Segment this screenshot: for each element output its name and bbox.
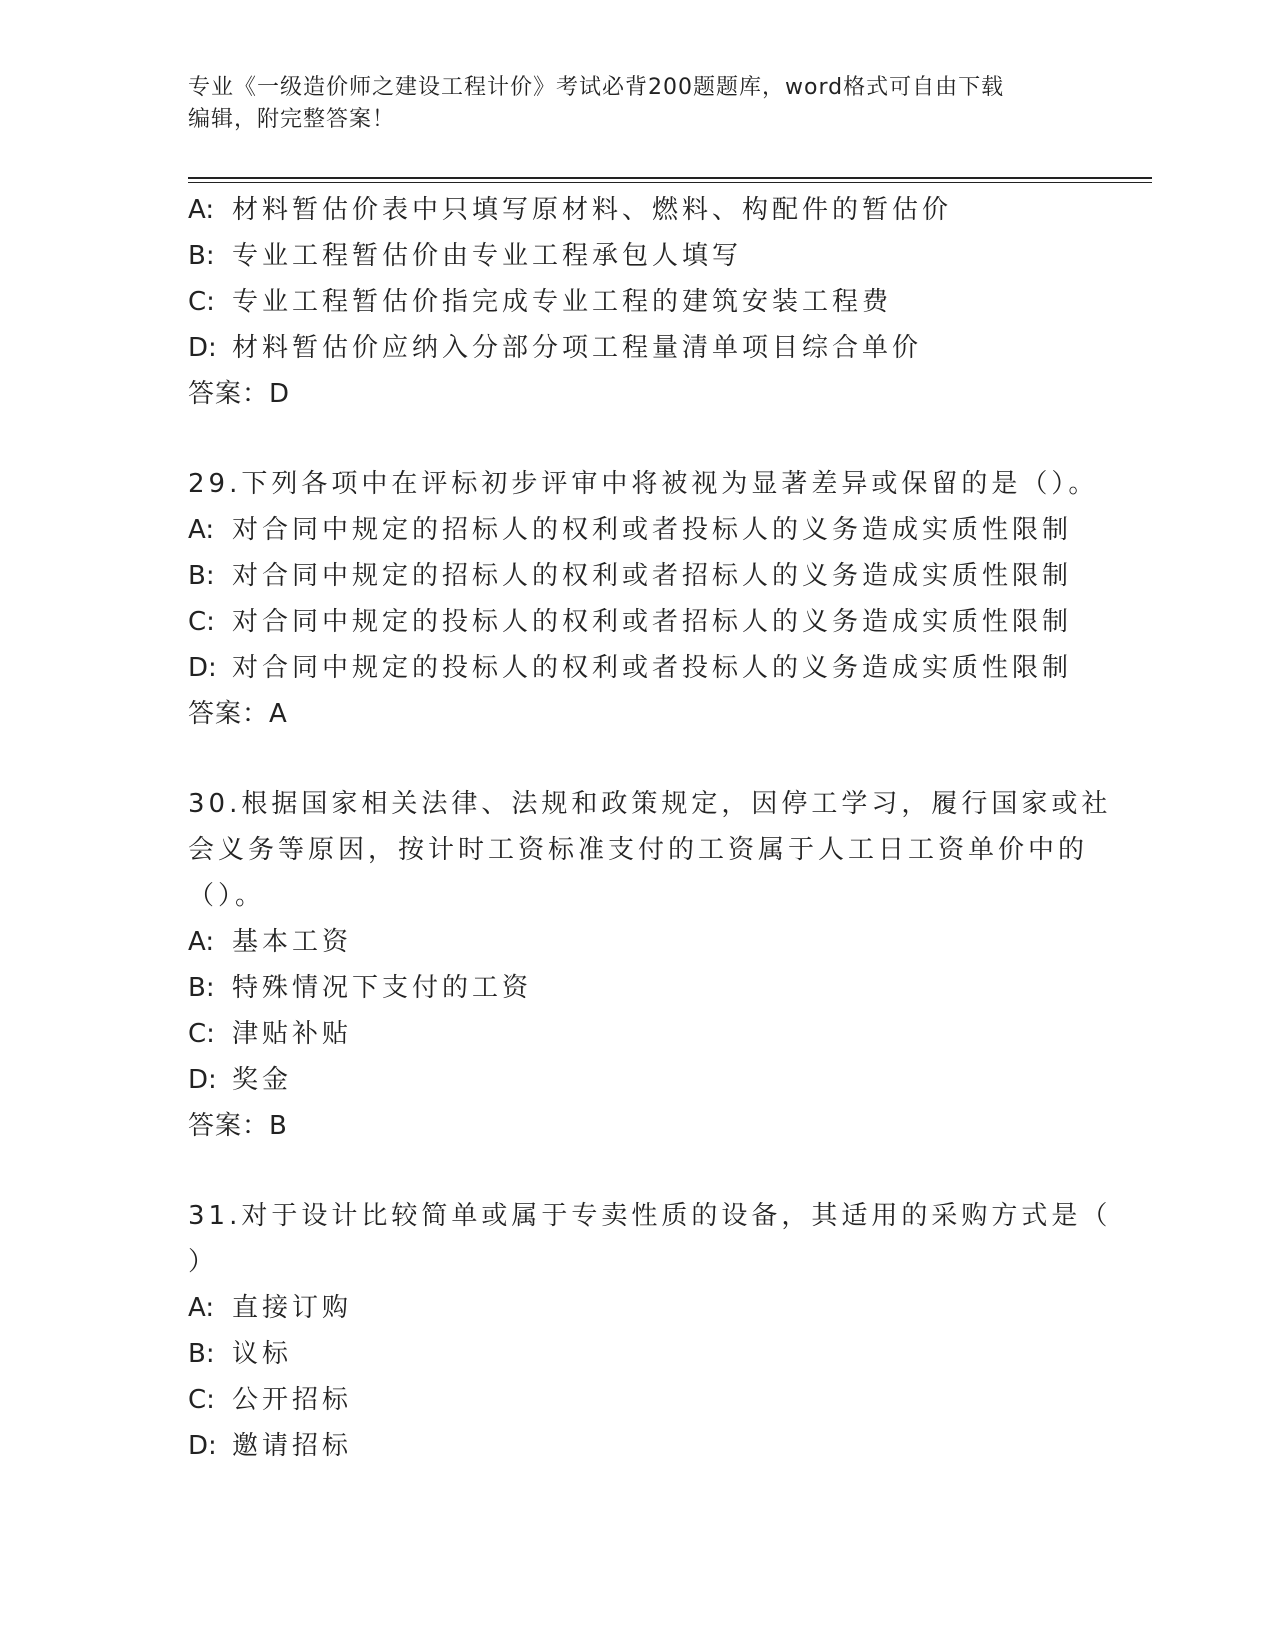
- spacer: [188, 1149, 1088, 1193]
- option-b: [188, 233, 1088, 279]
- option-text: 基本工资: [232, 927, 353, 957]
- option-b: [188, 1331, 1088, 1377]
- option-c: [188, 1377, 1088, 1423]
- option-a: [188, 1285, 1088, 1331]
- header-rule-thin: [188, 182, 1152, 183]
- option-b: [188, 965, 1088, 1011]
- question-29: [188, 461, 1099, 737]
- option-text: 公开招标: [232, 1385, 353, 1415]
- option-text: 对合同中规定的投标人的权利或者招标人的义务造成实质性限制: [232, 607, 1073, 637]
- option-text: 材料暂估价应纳入分部分项工程量清单项目综合单价: [232, 333, 923, 363]
- document-body: [188, 187, 1112, 1469]
- answer: 答案：A: [188, 699, 288, 729]
- option-key: C:: [188, 1019, 215, 1049]
- question-stem-line-1: 30.根据国家相关法律、法规和政策规定，因停工学习，履行国家或社: [188, 789, 1112, 819]
- option-key: A:: [188, 515, 215, 545]
- option-key: B:: [188, 561, 215, 591]
- header-line-1: 专业《一级造价师之建设工程计价》考试必背200题题库，word格式可自由下载: [188, 75, 1005, 100]
- option-text: 奖金: [232, 1065, 293, 1095]
- option-text: 专业工程暂估价指完成专业工程的建筑安装工程费: [232, 287, 893, 317]
- question-stem: 29.下列各项中在评标初步评审中将被视为显著差异或保留的是（）。: [188, 469, 1099, 499]
- option-key: B:: [188, 973, 215, 1003]
- option-d: [188, 1057, 1088, 1103]
- option-text: 邀请招标: [232, 1431, 353, 1461]
- option-text: 对合同中规定的招标人的权利或者投标人的义务造成实质性限制: [232, 515, 1073, 545]
- option-text: 议标: [232, 1339, 293, 1369]
- option-key: C:: [188, 287, 215, 317]
- option-text: 对合同中规定的招标人的权利或者招标人的义务造成实质性限制: [232, 561, 1073, 591]
- option-c: [188, 599, 1088, 645]
- option-key: D:: [188, 333, 217, 363]
- option-d: [188, 325, 1088, 371]
- option-a: [188, 187, 1088, 233]
- option-key: D:: [188, 1065, 217, 1095]
- option-a: [188, 919, 1088, 965]
- spacer: [188, 417, 1088, 461]
- option-key: A:: [188, 1293, 215, 1323]
- option-c: [188, 1011, 1088, 1057]
- option-text: 特殊情况下支付的工资: [232, 973, 533, 1003]
- option-key: D:: [188, 1431, 217, 1461]
- header-rule-thick: [188, 177, 1152, 179]
- spacer: [188, 737, 1088, 781]
- header-line-2: 编辑，附完整答案！: [188, 107, 396, 132]
- question-stem-line-2: ）: [188, 1247, 219, 1277]
- document-header: [188, 72, 1068, 136]
- question-stem-line-1: 31.对于设计比较简单或属于专卖性质的设备，其适用的采购方式是（: [188, 1201, 1112, 1231]
- option-key: B:: [188, 1339, 215, 1369]
- option-a: [188, 507, 1088, 553]
- question-stem-line-2: 会义务等原因，按计时工资标准支付的工资属于人工日工资单价中的: [188, 835, 1089, 865]
- question-28: [188, 187, 1088, 417]
- option-key: C:: [188, 607, 215, 637]
- question-30: [188, 781, 1112, 1149]
- option-key: C:: [188, 1385, 215, 1415]
- option-text: 材料暂估价表中只填写原材料、燃料、构配件的暂估价: [232, 195, 953, 225]
- option-d: [188, 645, 1088, 691]
- answer: 答案：D: [188, 379, 291, 409]
- option-text: 直接订购: [232, 1293, 353, 1323]
- option-key: A:: [188, 195, 215, 225]
- option-key: B:: [188, 241, 215, 271]
- option-c: [188, 279, 1088, 325]
- option-key: D:: [188, 653, 217, 683]
- answer: 答案：B: [188, 1111, 288, 1141]
- option-d: [188, 1423, 1088, 1469]
- option-text: 专业工程暂估价由专业工程承包人填写: [232, 241, 743, 271]
- question-31: [188, 1193, 1112, 1469]
- option-key: A:: [188, 927, 215, 957]
- question-stem-line-3: （）。: [188, 881, 266, 911]
- option-text: 津贴补贴: [232, 1019, 353, 1049]
- option-b: [188, 553, 1088, 599]
- option-text: 对合同中规定的投标人的权利或者投标人的义务造成实质性限制: [232, 653, 1073, 683]
